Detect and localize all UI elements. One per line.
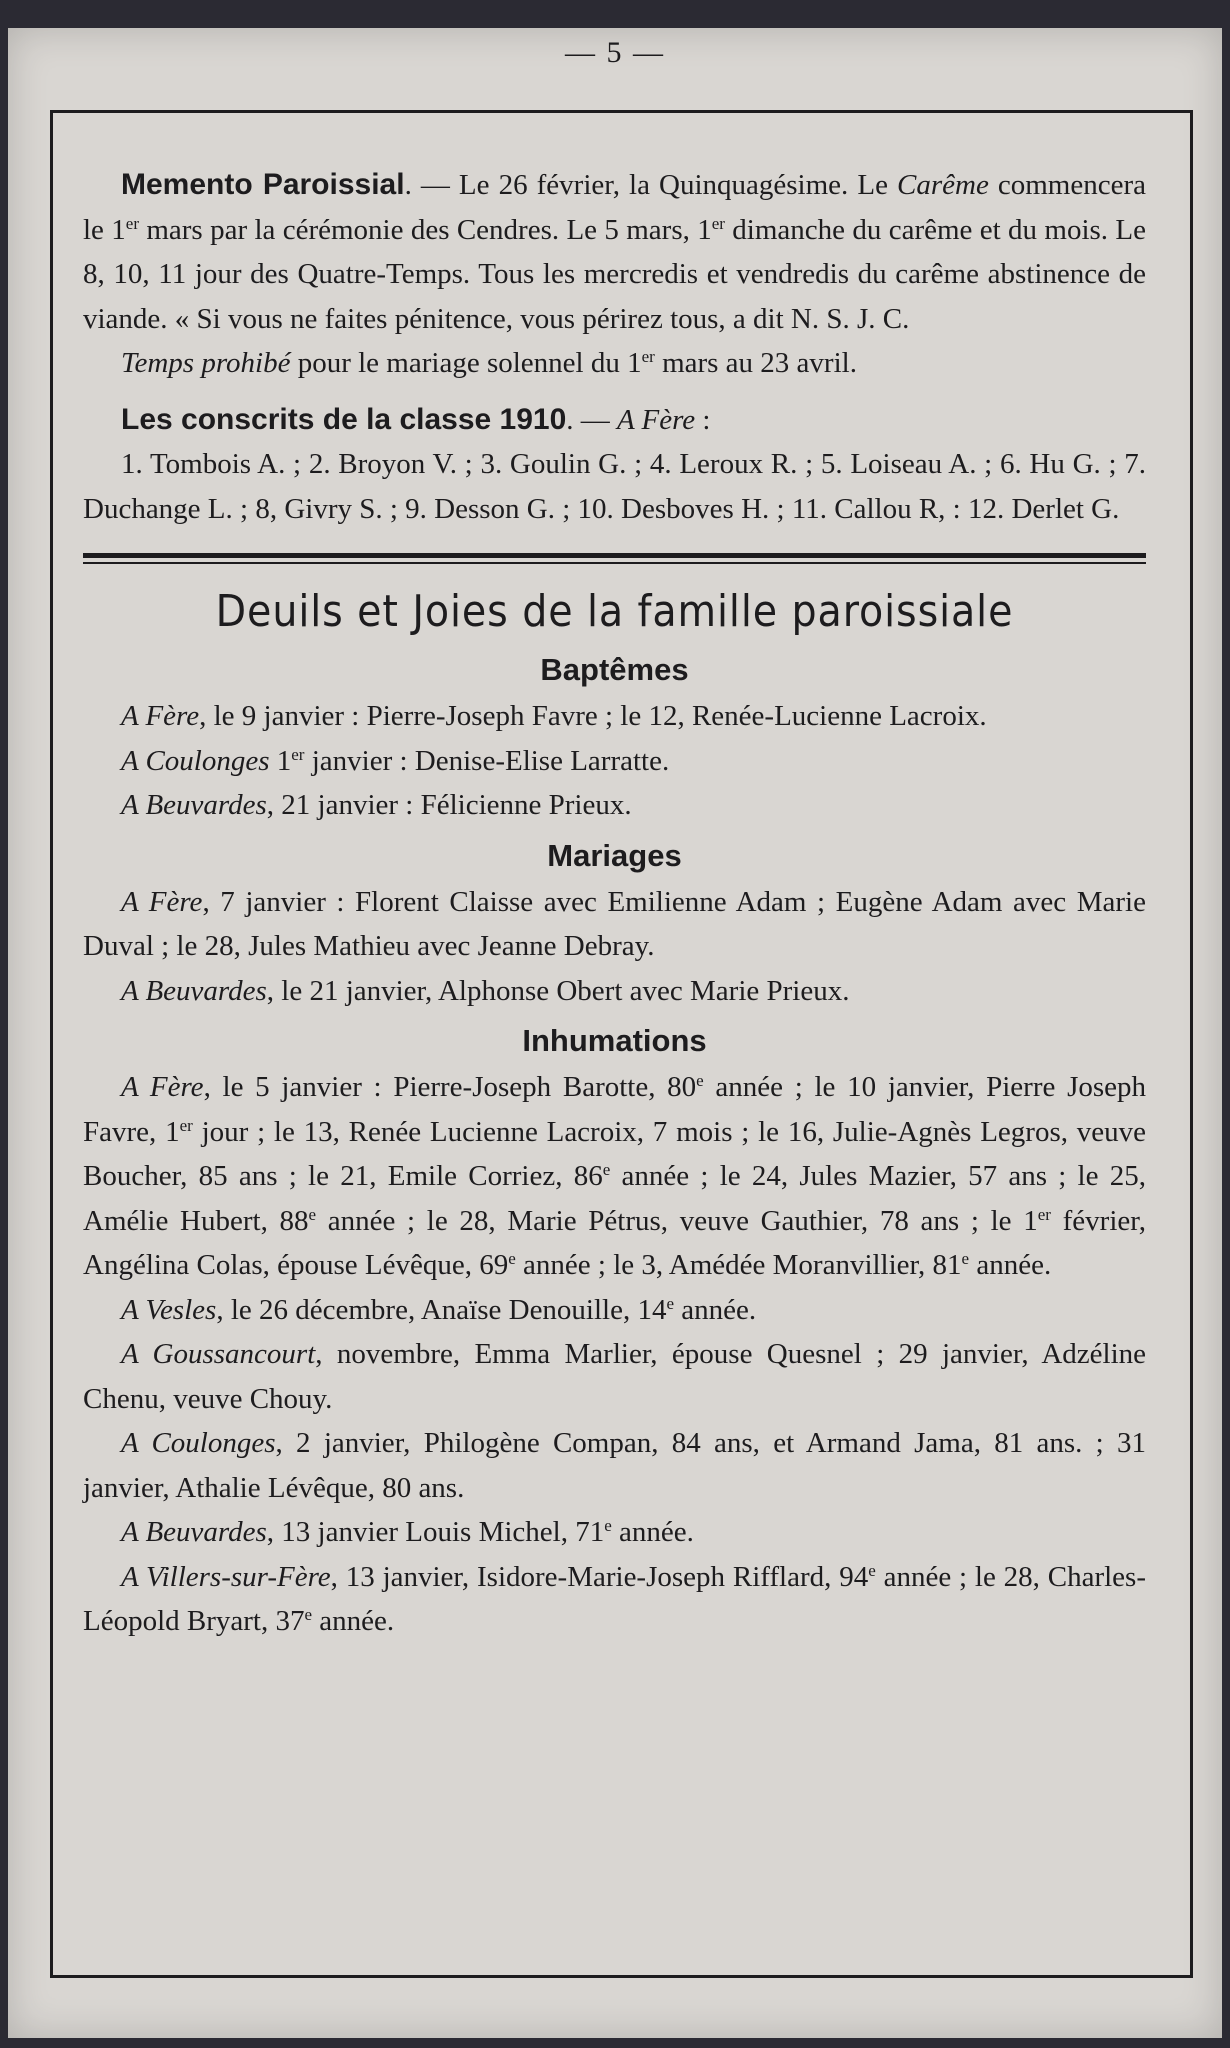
superscript: e [304, 1604, 313, 1624]
bapteme-entry [83, 739, 1146, 784]
superscript: e [868, 1560, 876, 1580]
entry-text: , 7 janvier : Florent Claisse avec Emilienne Adam ; Eugène Adam avec Marie Duval ; le 28, Jules Mathieu avec Jeanne Debray. [83, 885, 1146, 962]
entry-text: , 13 janvier Louis Michel, 71 [266, 1516, 605, 1548]
divider-thick [83, 553, 1146, 558]
memento-heading: Memento Paroissial [121, 168, 405, 201]
entry-text: année ; le 28, Marie Pétrus, veuve Gauthier, 78 ans ; le 1 [316, 1204, 1038, 1237]
conscrits-heading-line [83, 398, 1146, 443]
entry-text: année ; le 3, Amédée Moranvillier, 81 [515, 1249, 962, 1281]
inhumation-entry [83, 1510, 1146, 1555]
page-content [83, 163, 1146, 1644]
memento-text: commencera le 1 [83, 169, 1147, 246]
memento-text: mars par la cérémonie des Cendres. Le 5 mars, 1 [139, 213, 712, 246]
mariage-entry [83, 880, 1146, 969]
superscript: er [641, 346, 655, 366]
place-name: A Beuvardes [121, 789, 267, 821]
superscript: er [179, 1115, 193, 1135]
place-name: A Beuvardes [121, 974, 267, 1007]
section-title: Deuils et Joies de la famille paroissiale [215, 586, 1014, 637]
conscrits-list: 1. Tombois A. ; 2. Broyon V. ; 3. Goulin G. ; 4. Leroux R. ; 5. Loiseau A. ; 6. Hu G. ; 7. Duchange L. ; 8, Givry S. ; 9. Desson G. ; 10. Desboves H. ; 11. Callou R, : 12. Derlet G. [83, 448, 1146, 525]
bapteme-entry [83, 694, 1146, 739]
page-number: — 5 — [565, 36, 665, 69]
temps-prohibe: Temps prohibé [121, 347, 291, 379]
entry-text: année. [674, 1293, 757, 1326]
entry-text: , le 21 janvier, Alphonse Obert avec Marie Prieux. [266, 974, 850, 1007]
entry-text: janvier : Denise-Elise Larratte. [304, 744, 670, 777]
superscript: e [666, 1293, 675, 1313]
place-name: A Beuvardes [121, 1516, 267, 1548]
entry-text: jour ; le 13, Renée Lucienne Lacroix, 7 mois ; le 16, Julie-Agnès Legros, veuve Boucher, 85 ans ; le 21, Emile Corriez, 86 [83, 1115, 1147, 1192]
separator: . — [566, 403, 618, 436]
entry-text: 1 [269, 744, 292, 777]
memento-text: mars au 23 avril. [654, 347, 857, 379]
superscript: e [604, 1515, 612, 1535]
superscript: e [508, 1248, 516, 1268]
entry-text: , 13 janvier, Isidore-Marie-Joseph Rifflard, 94 [330, 1560, 869, 1593]
inhumations-heading: Inhumations [522, 1023, 707, 1058]
divider-thin [83, 562, 1146, 564]
inhumation-entry [83, 1065, 1146, 1288]
baptemes-heading: Baptêmes [540, 652, 689, 687]
place-name: A Fère [121, 1071, 204, 1103]
entry-text: , 2 janvier, Philogène Compan, 84 ans, et Armand Jama, 81 ans. ; 31 janvier, Athalie Lévêque, 80 ans. [83, 1427, 1146, 1504]
entry-text: , le 9 janvier : Pierre-Joseph Favre ; le 12, Renée-Lucienne Lacroix. [199, 700, 987, 732]
entry-text: , le 5 janvier : Pierre-Joseph Barotte, 80 [203, 1071, 697, 1103]
place-name: A Coulonges [121, 1427, 276, 1459]
entry-text: année ; le 28, Charles-Léopold Bryart, 37 [83, 1560, 1146, 1637]
superscript: e [961, 1248, 970, 1268]
superscript: er [1037, 1204, 1051, 1224]
entry-text: année. [312, 1605, 395, 1637]
entry-text: année. [969, 1249, 1052, 1281]
bapteme-entry [83, 783, 1146, 828]
entry-text: , novembre, Emma Marlier, épouse Quesnel ; 29 janvier, Adzéline Chenu, veuve Chouy. [83, 1338, 1146, 1415]
superscript: e [696, 1070, 704, 1090]
place-name: A Villers-sur-Fère [121, 1560, 331, 1593]
memento-text: dimanche du carême et du mois. Le 8, 10, 11 jour des Quatre-Temps. Tous les mercredis et vendredis du carême abstinence de viande. « Si vous ne faites pénitence, vous périrez tous, a dit N. S. J. C. [83, 213, 1146, 335]
memento-intro: . — Le 26 février, la Quinquagésime. [404, 169, 849, 201]
memento-text: Le [857, 169, 897, 201]
place-name: A Vesles [121, 1293, 217, 1326]
superscript: er [711, 213, 725, 233]
entry-text: année ; le 24, Jules Mazier, 57 ans ; le 25, Amélie Hubert, 88 [83, 1160, 1146, 1237]
place-name: A Coulonges [121, 744, 270, 777]
superscript: er [291, 744, 305, 764]
content-frame [50, 110, 1193, 1978]
entry-text: , le 26 décembre, Anaïse Denouille, 14 [216, 1293, 667, 1326]
inhumation-entry [83, 1288, 1146, 1333]
conscrits-heading: Les conscrits de la classe 1910 [121, 402, 567, 436]
superscript: e [308, 1204, 317, 1224]
place-name: A Fère [617, 403, 696, 436]
inhumation-entry [83, 1332, 1146, 1421]
careme-word: Carême [897, 169, 989, 201]
superscript: e [602, 1159, 611, 1179]
place-name: A Fère [121, 885, 203, 918]
inhumation-entry [83, 1421, 1146, 1510]
entry-text: février, Angélina Colas, épouse Lévêque, 69 [83, 1204, 1146, 1281]
place-name: A Goussancourt [121, 1338, 316, 1370]
mariage-entry [83, 969, 1146, 1014]
separator: : [695, 403, 711, 436]
temps-prohibe-paragraph [83, 341, 1146, 386]
place-name: A Fère [121, 700, 200, 732]
entry-text: , 21 janvier : Félicienne Prieux. [266, 789, 632, 821]
bulletin-page [8, 28, 1222, 2038]
superscript: er [125, 213, 139, 233]
inhumation-entry [83, 1555, 1146, 1644]
entry-text: année ; le 10 janvier, Pierre Joseph Favre, 1 [83, 1071, 1147, 1148]
entry-text: année. [611, 1516, 694, 1548]
memento-paragraph [83, 163, 1146, 341]
mariages-heading: Mariages [547, 837, 682, 873]
memento-text: pour le mariage solennel du 1 [290, 347, 642, 379]
